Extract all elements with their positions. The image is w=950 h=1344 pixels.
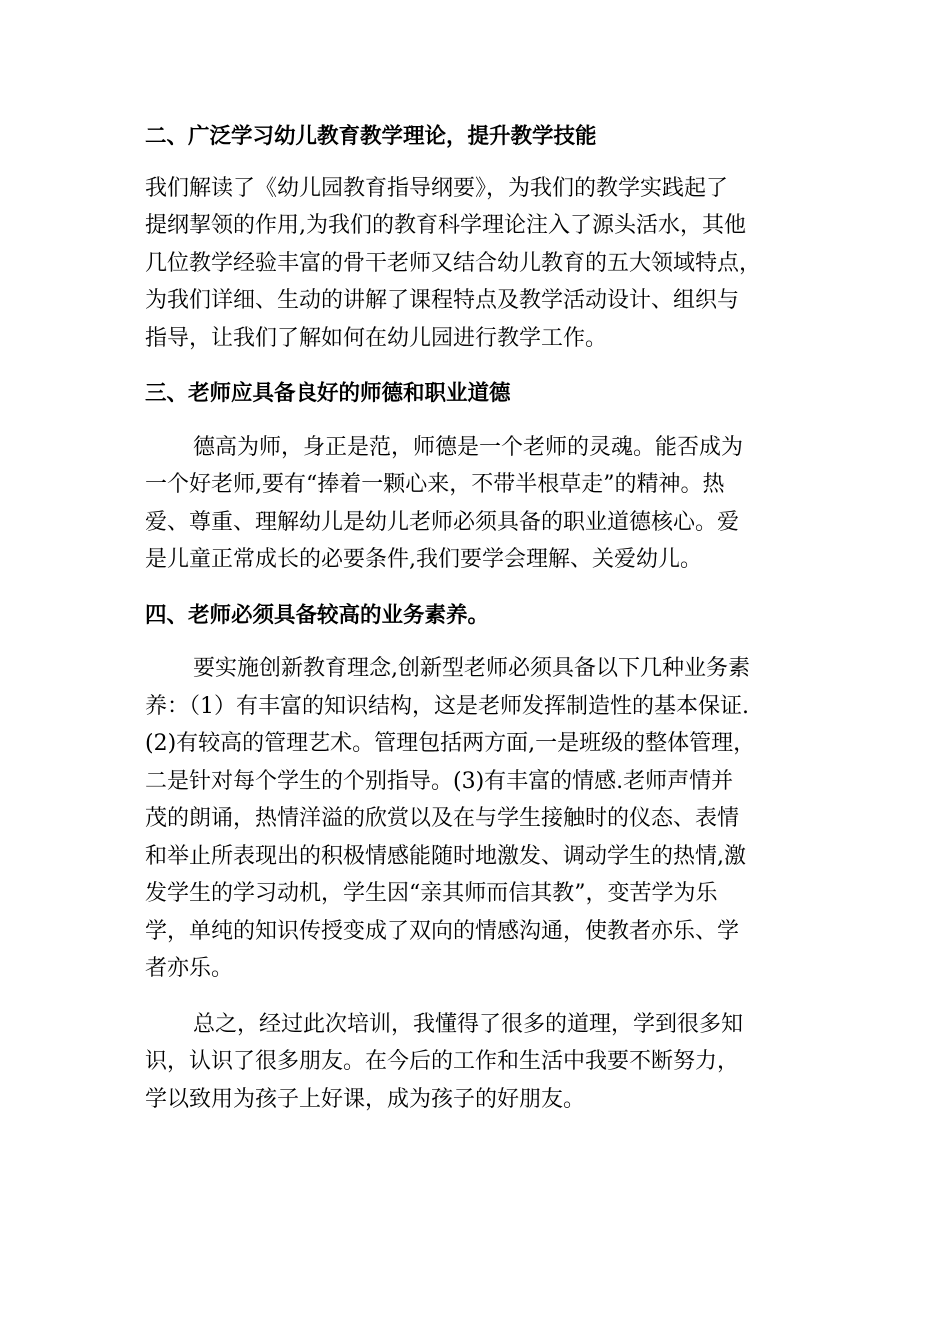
paragraph-line: 是儿童正常成长的必要条件,我们要学会理解、关爱幼儿。	[145, 547, 702, 572]
paragraph-line: 要实施创新教育理念,创新型老师必须具备以下几种业务素	[193, 656, 750, 681]
paragraph-line: 几位教学经验丰富的骨干老师又结合幼儿教育的五大领域特点，	[145, 250, 762, 276]
paragraph-line: 学，单纯的知识传授变成了双向的情感沟通，使教者亦乐、学	[145, 918, 740, 944]
paragraph-line: 养：（1）有丰富的知识结构，这是老师发挥制造性的基本保证.	[145, 693, 749, 719]
document-page	[145, 118, 813, 1134]
paragraph-line: 指导，让我们了解如何在幼儿园进行教学工作。	[145, 325, 608, 351]
paragraph-line: 和举止所表现出的积极情感能随时地激发、调动学生的热情,激	[145, 843, 746, 869]
paragraph-line: 德高为师，身正是范，师德是一个老师的灵魂。能否成为	[193, 434, 744, 460]
section-heading-4: 四、老师必须具备较高的业务素养。	[145, 602, 490, 628]
section-paragraph-2	[145, 170, 813, 358]
section-paragraph-3	[145, 429, 813, 579]
section-heading-3: 三、老师应具备良好的师德和职业道德	[145, 381, 511, 406]
paragraph-line: 为我们详细、生动的讲解了课程特点及教学活动设计、组织与	[145, 288, 740, 313]
paragraph-line: 者亦乐。	[145, 956, 234, 981]
paragraph-line: 茂的朗诵，热情洋溢的欣赏以及在与学生接触时的仪态、表情	[145, 806, 740, 831]
paragraph-line: 一个好老师,要有“捧着一颗心来，不带半根草走”的精神。热	[145, 472, 725, 497]
paragraph-line: 发学生的学习动机，学生因“亲其师而信其教”，变苦学为乐	[145, 881, 718, 906]
paragraph-line: (2)有较高的管理艺术。管理包括两方面,一是班级的整体管理，	[145, 731, 756, 756]
paragraph-line: 我们解读了《幼儿园教育指导纲要》，为我们的教学实践起了	[145, 175, 729, 201]
conclusion-paragraph	[145, 1006, 813, 1119]
section-paragraph-4	[145, 650, 813, 988]
paragraph-line: 总之，经过此次培训，我懂得了很多的道理，学到很多知	[193, 1011, 744, 1037]
paragraph-line: 爱、尊重、理解幼儿是幼儿老师必须具备的职业道德核心。爱	[145, 509, 740, 535]
paragraph-line: 学以致用为孩子上好课，成为孩子的好朋友。	[145, 1086, 586, 1112]
paragraph-line: 识，认识了很多朋友。在今后的工作和生活中我要不断努力，	[145, 1049, 740, 1074]
paragraph-line: 二是针对每个学生的个别指导。(3)有丰富的情感.老师声情并	[145, 768, 734, 794]
paragraph-line: 提纲挈领的作用,为我们的教育科学理论注入了源头活水，其他	[145, 213, 746, 238]
section-heading-2: 二、广泛学习幼儿教育教学理论，提升教学技能	[145, 124, 597, 149]
